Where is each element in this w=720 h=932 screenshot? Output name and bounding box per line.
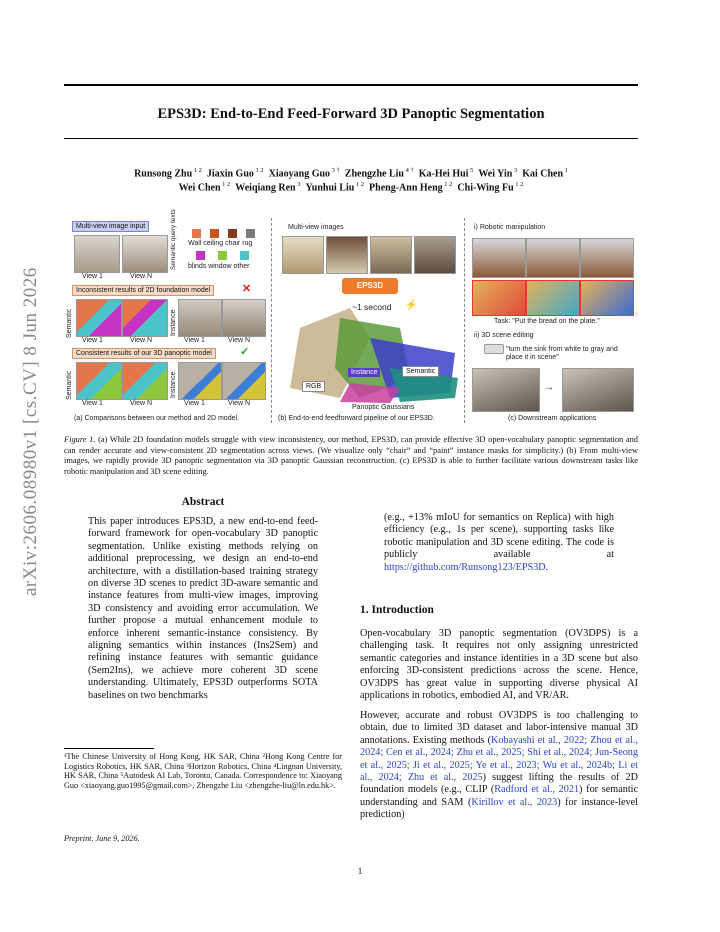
- rgb-tag: RGB: [302, 381, 325, 392]
- input-tag: Multi-view image input: [72, 221, 149, 232]
- paper-title: EPS3D: End-to-End Feed-Forward 3D Panoptic Segmentation: [157, 106, 545, 122]
- author-name: Chi-Wing Fu: [457, 182, 514, 194]
- panoptic-gaussians-label: Panoptic Gaussians: [352, 404, 415, 411]
- consistent-instance-view-1: [178, 362, 222, 400]
- abstract-right-text: (e.g., +13% mIoU for semantics on Replica) with high efficiency (e.g., 1s per scene), supporting tasks like robotic manipulation and 3D scene editing. The code is publicly available at: [384, 512, 614, 561]
- caption-text: (a) While 2D foundation models struggle with view inconsistency, our method, EPS3D, can provide effective 3D open-vocabulary panoptic segmentation and can render accurate and view-consistent 2D segmentation across views. (We visualize only “chair” and “paint” instance masks for simplicity.) (b) From multi-view images, we rapidly provide 3D panoptic segmentation via 3D panoptic Gaussian reconstruction. (c) EPS3D is able to further facilitate various downstream tasks like robotic manipulation and 3D scene editing.: [64, 435, 638, 476]
- author-name: Pheng-Ann Heng: [369, 182, 443, 194]
- instance-row-label: Instance: [170, 371, 177, 398]
- inconsistent-instance-view-n: [222, 299, 266, 337]
- view-1-label: View 1: [82, 273, 103, 280]
- inconsistent-tag: Inconsistent results of 2D foundation model: [72, 285, 214, 296]
- inconsistent-semantic-view-n: [122, 299, 168, 337]
- author-affiliation: 4 †: [403, 167, 414, 174]
- query-words-1: Wall ceiling chair rug: [188, 240, 253, 247]
- author-affiliation: 1: [563, 167, 568, 174]
- author-name: Ka-Hei Hui: [418, 168, 469, 180]
- divider: [271, 218, 272, 423]
- robot-seg-3: [580, 280, 634, 316]
- inconsistent-instance-view-1: [178, 299, 222, 337]
- view-n-label: View N: [130, 273, 153, 280]
- author-name: Weiqiang Ren: [235, 182, 296, 194]
- robot-seg-2: [526, 280, 580, 316]
- semantic-row-label: Semantic: [66, 370, 73, 400]
- eps3d-model-box: EPS3D: [342, 278, 398, 294]
- view-n-label: View N: [130, 400, 153, 407]
- caption-label: Figure 1.: [64, 435, 96, 444]
- mv-image-3: [370, 236, 412, 274]
- code-link[interactable]: https://github.com/Runsong123/EPS3D: [384, 561, 546, 573]
- author-affiliation: 1 2: [354, 181, 365, 188]
- divider: [464, 218, 465, 423]
- task-label: Task: "Put the bread on the plate.": [494, 318, 600, 325]
- semantic-tag: Semantic: [402, 366, 439, 377]
- view-1-label: View 1: [184, 400, 205, 407]
- view-n-label: View N: [228, 400, 251, 407]
- query-words-2: blinds window other: [188, 263, 250, 270]
- view-n-label: View N: [228, 337, 251, 344]
- author-affiliation: 5: [468, 167, 474, 174]
- scene-after: [562, 368, 634, 412]
- robot-frame-2: [526, 238, 580, 278]
- semantic-row-label: Semantic: [66, 308, 73, 338]
- abstract-left: This paper introduces EPS3D, a new end-to-end feed-forward framework for open-vocabulary 3D panoptic segmentation. Unlike existing methods relying on additional preprocessing, we design an end-to-end architecture, with a distillation-based training strategy on diverse 3D scenes to predict 3D-aware semantic and instance features from multi-view images, improving 3D consistency and avoiding error accumulation. We further propose a mutual enhancement module to enforce inherent semantic-instance consistency. By aligning semantics within instances (Ins2Sem) and refining instance features with semantic guidance (Sem2Ins), we achieve more coherent 3D scene understanding. Ultimately, EPS3D outperforms SOTA baselines on two benchmarks: [88, 516, 318, 701]
- consistent-tag: Consistent results of our 3D panoptic model: [72, 348, 216, 359]
- input-view-1-image: [74, 235, 120, 273]
- intro-text: ) for semantic understanding and SAM (: [360, 784, 639, 808]
- time-label: ~1 second: [352, 302, 392, 312]
- panel-a-caption: (a) Comparisons between our method and 2D model.: [74, 415, 239, 422]
- author-name: Wei Chen: [178, 182, 221, 194]
- citation-link[interactable]: Kobayashi et al., 2022; Zhou et al., 2024; Cen et al., 2024; Zhu et al., 2025; Shi et al., 2024; Jun-Seong et al., 2025; Ji et al., 2025; Ye et al., 2023; Wu et al., 2024b; Li et al., 2024; Zhu et al., 2025: [360, 734, 638, 784]
- input-view-n-image: [122, 235, 168, 273]
- intro-heading: 1. Introduction: [360, 604, 434, 616]
- instance-row-label: Instance: [170, 309, 177, 336]
- editing-label: ii) 3D scene editing: [474, 332, 534, 339]
- page-number: 1: [357, 866, 363, 876]
- swatch-window: [218, 251, 227, 260]
- affiliations-footnote: ¹The Chinese University of Hong Kong, HK SAR, China ²Hong Kong Centre for Logistics Robotics, HK SAR, China ³Horizon Robotics, China ⁴Lingnan University, HK SAR, China ⁵Autodesk AI Lab, Toronto, Canada. Correspondence to: Xiaoyang Guo <xiaoyang.guo1995@gmail.com>, Zhengzhe Liu <zhengzhe-liu@ln.edu.hk>.: [64, 752, 342, 790]
- consistent-instance-view-n: [222, 362, 266, 400]
- swatch-blinds: [196, 251, 205, 260]
- author-affiliation: 1 2: [192, 167, 202, 174]
- view-1-label: View 1: [82, 400, 103, 407]
- consistent-semantic-view-1: [76, 362, 122, 400]
- cross-icon: ✕: [242, 283, 252, 295]
- intro-paragraph-2: [360, 710, 638, 822]
- robot-frame-3: [580, 238, 634, 278]
- robot-frame-1: [472, 238, 526, 278]
- author-name: Kai Chen: [522, 168, 564, 180]
- robot-seg-1: [472, 280, 526, 316]
- author-name: Xiaoyang Guo: [268, 168, 331, 180]
- author-affiliation: 1 2: [220, 181, 231, 188]
- panel-c: [468, 218, 636, 428]
- scene-before: [472, 368, 540, 412]
- author-name: Wei Yin: [478, 168, 513, 180]
- swatch-rug: [246, 229, 255, 238]
- abstract-right: [384, 512, 614, 574]
- author-name: Jiaxin Guo: [206, 168, 254, 180]
- intro-text: ) for instance-level prediction): [360, 796, 639, 821]
- authors-line-2: [64, 181, 638, 193]
- abstract-heading: Abstract: [181, 496, 225, 508]
- panel-c-caption: (c) Downstream applications: [508, 415, 597, 422]
- abstract-end: .: [545, 561, 549, 573]
- top-rule: [64, 84, 638, 86]
- swatch-chair: [228, 229, 237, 238]
- panel-a: [66, 209, 266, 422]
- authors-line-1: [64, 167, 638, 179]
- author-name: Runsong Zhu: [134, 168, 193, 180]
- panel-b: [276, 218, 461, 428]
- edit-prompt: "turn the sink from white to gray and place it in scene": [506, 346, 618, 361]
- sink-icon: [484, 344, 504, 354]
- mv-image-1: [282, 236, 324, 274]
- view-n-label: View N: [130, 337, 153, 344]
- arxiv-stamp: arXiv:2606.08980v1 [cs.CV] 8 Jun 2026: [20, 267, 41, 596]
- swatch-ceiling: [210, 229, 219, 238]
- mv-image-4: [414, 236, 456, 274]
- author-name: Yunhui Liu: [305, 182, 355, 194]
- robotic-label: i) Robotic manipulation: [474, 224, 546, 231]
- author-affiliation: 3 †: [330, 167, 340, 174]
- citation-link[interactable]: Kirillov et al., 2023: [471, 796, 558, 808]
- author-affiliation: 1 2: [442, 181, 453, 188]
- lightning-icon: ⚡: [405, 300, 418, 311]
- title-rule: [64, 138, 638, 139]
- view-1-label: View 1: [82, 337, 103, 344]
- multi-view-label: Multi-view images: [288, 224, 344, 231]
- figure-1: [66, 209, 636, 428]
- author-affiliation: 3: [512, 167, 518, 174]
- author-affiliation: 1 2: [253, 167, 264, 174]
- intro-text: However, accurate and robust OV3DPS is too challenging to obtain, due to limited 3D dataset and labor-intensive manual 3D annotations. Existing methods (: [360, 710, 638, 746]
- swatch-wall: [192, 229, 201, 238]
- intro-paragraph-1: Open-vocabulary 3D panoptic segmentation (OV3DPS) is a challenging task. It requires not only assigning unrestricted semantic categories and instance identities in a 3D scene but also enforcing 3D-consistent predictions across the scene. Hence, OV3DPS has great value in supporting diverse physical AI applications in robotics, embodied AI, and VR/AR.: [360, 628, 638, 702]
- panel-b-caption: (b) End-to-end feedforward pipeline of our EPS3D.: [278, 415, 435, 422]
- arrow-icon: →: [544, 382, 554, 393]
- instance-tag: Instance: [348, 368, 380, 377]
- figure-caption: [64, 435, 638, 477]
- footnote-rule: [64, 748, 154, 749]
- mv-image-2: [326, 236, 368, 274]
- author-affiliation: 3: [295, 181, 301, 188]
- author-name: Zhengzhe Liu: [344, 168, 404, 180]
- consistent-semantic-view-n: [122, 362, 168, 400]
- intro-text: ) suggest lifting the results of 2D foundation models (e.g., CLIP (: [360, 772, 638, 796]
- preprint-note: Preprint. June 9, 2026.: [64, 834, 140, 843]
- swatch-other: [240, 251, 249, 260]
- citation-link[interactable]: Radford et al., 2021: [494, 784, 580, 796]
- check-icon: ✓: [240, 346, 250, 358]
- query-label: Semantic query texts: [170, 209, 177, 270]
- inconsistent-semantic-view-1: [76, 299, 122, 337]
- author-affiliation: 1 2: [513, 181, 524, 188]
- view-1-label: View 1: [184, 337, 205, 344]
